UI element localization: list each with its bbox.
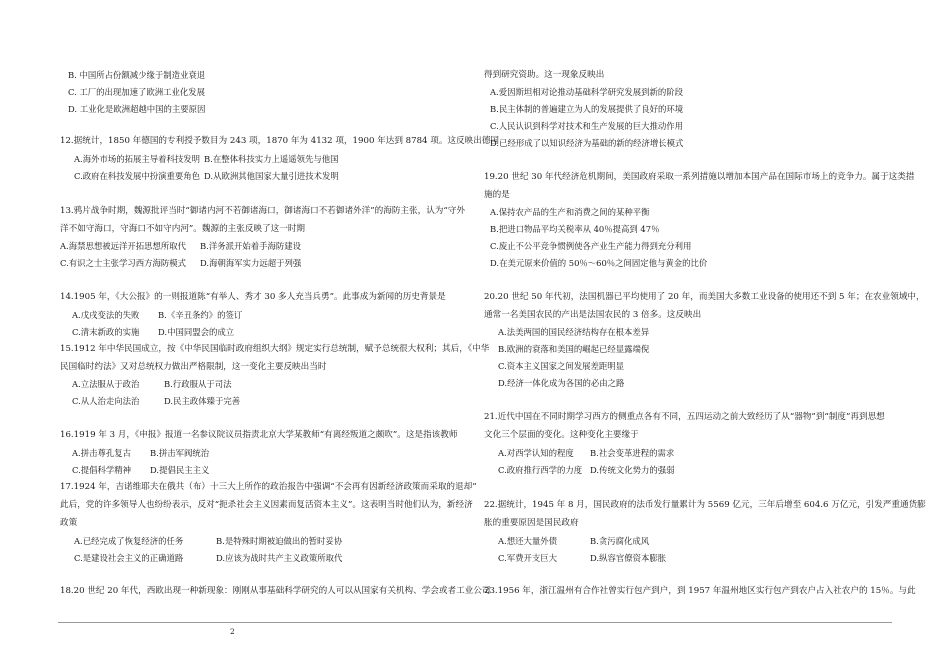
q16-option-d: D.提倡民主主义: [150, 465, 210, 475]
q20-option-a: A.法美两国的国民经济结构存在根本差异: [498, 327, 650, 337]
q16-option-b: B.拼击军阀统治: [150, 448, 210, 458]
q23-stem-line1: 23.1956 年，浙江温州有合作社曾实行包产到户，到 1957 年温州地区实行包产到农户占入社农户的 15％。与此: [484, 586, 916, 596]
q22-option-a: A.想还大量外债: [498, 536, 557, 546]
q22-option-c: C.军费开支巨大: [498, 553, 558, 563]
q20-option-c: C.资本主义国家之间发展差距明显: [498, 361, 625, 371]
q19-stem-line2: 施的是: [484, 190, 510, 200]
q17-option-b: B.是特殊时期被迫做出的暂时妥协: [216, 536, 343, 546]
q21-stem-line2: 文化三个层面的变化。这种变化主要缘于: [484, 430, 639, 440]
page-number: 2: [230, 627, 235, 636]
q15-option-a: A.立法服从于政治: [72, 379, 140, 389]
q12-option-b: B.在整体科技实力上遥遥领先与他国: [204, 154, 339, 164]
q21-stem-line1: 21.近代中国在不同时期学习西方的侧重点各有不同，五四运动之前大致经历了从“器物”到“制度”再到思想: [484, 412, 885, 422]
q12-option-a: A.海外市场的拓展主导着科技发明: [74, 154, 200, 164]
q18-option-a: A.爱因斯坦相对论推动基础科学研究发展到新的阶段: [490, 87, 683, 97]
q18-option-d: D.已经形成了以知识经济为基础的新的经济增长模式: [490, 138, 684, 148]
q22-option-d: D.纵容官僚资本膨胀: [590, 553, 667, 563]
q18-stem-line2: 得到研究资助。这一现象反映出: [484, 70, 605, 80]
q17-stem-line1: 17.1924 年，吉诺维耶夫在俄共（布）十三大上所作的政治报告中强调“不会再有因新经济政策而采取的退却”: [60, 482, 477, 492]
q17-stem-line2: 此后，党的许多领导人也纷纷表示，反对“扼杀社会主义因素而复活资本主义”。这表明当时他们认为，新经济: [60, 500, 473, 510]
q12-option-c: C.政府在科技发展中扮演重要角色: [74, 171, 201, 181]
q14-option-c: C.清末新政的实施: [72, 327, 140, 337]
q18-option-b: B.民主体制的普遍建立为人的发展提供了良好的环境: [490, 104, 684, 114]
q18-option-c: C.人民认识到科学对技术和生产发展的巨大推动作用: [490, 121, 684, 131]
q15-stem-line1: 15.1912 年中华民国成立，按《中华民国临时政府组织大纲》规定实行总统制，赋予总统很大权利；其后，《中华: [60, 344, 490, 354]
q16-stem: 16.1919 年 3 月，《申报》报道一名参议院议员指责北京大学某教师“有离经叛道之颇吹”。这是指该教师: [60, 430, 458, 440]
q22-option-b: B.贪污腐化成风: [590, 536, 650, 546]
q20-option-d: D.经济一体化成为各国的必由之路: [498, 378, 625, 388]
q20-option-b: B.欧洲的衰落和美国的崛起已经显露端倪: [498, 344, 650, 354]
q17-option-a: A.已经完成了恢复经济的任务: [74, 536, 184, 546]
q15-option-d: D.民主政体臻于完善: [164, 396, 241, 406]
q19-option-b: B.把进口物品平均关税率从 40％提高到 47％: [490, 224, 660, 234]
q15-stem-line2: 民国临时约法》又对总统权力做出严格限制，这一变化主要反映出当时: [60, 362, 327, 372]
q15-option-c: C.从人治走向法治: [72, 396, 140, 406]
q21-option-d: D.传统文化势力的强弱: [590, 465, 675, 475]
q14-option-a: A.戊戌变法的失败: [72, 310, 140, 320]
q19-option-c: C.废止不公平竞争惯例使各产业生产能力得到充分利用: [490, 241, 692, 251]
q15-option-b: B.行政服从于司法: [164, 379, 232, 389]
q18-stem-line1: 18.20 世纪 20 年代，西欧出现一种新现象：刚刚从事基础科学研究的人可以从国家有关机构、学会或者工业公司: [60, 586, 491, 596]
q14-stem: 14.1905 年，《大公报》的一则报道陈“有举人、秀才 30 多人充当兵勇”。此事成为新闻的历史背景是: [60, 292, 446, 302]
q19-option-a: A.保持农产品的生产和消费之间的某种平衡: [490, 207, 650, 217]
q13-option-d: D.海朝海军实力远超于列强: [200, 258, 302, 268]
q21-option-a: A.对西学认知的程度: [498, 448, 574, 458]
q13-option-a: A.海禁思想被远洋开拓思想所取代: [60, 241, 186, 251]
footer-divider: [58, 622, 892, 623]
q11-option-b: B. 中国所占份额减少缘于制造业衰退: [68, 70, 206, 80]
q11-option-d: D. 工业化是欧洲超越中国的主要原因: [68, 104, 206, 114]
q17-stem-line3: 政策: [60, 518, 78, 528]
q13-option-c: C.有识之士主张学习西方海防模式: [60, 258, 187, 268]
q19-option-d: D.在美元原来价值的 50％～60％之间固定他与黄金的比价: [490, 258, 708, 268]
q20-stem-line2: 通常一名美国农民的产出是法国农民的 3 倍多。这反映出: [484, 310, 702, 320]
q17-option-c: C.是建设社会主义的正确道路: [74, 553, 184, 563]
q21-option-b: B.社会变革进程的需求: [590, 448, 675, 458]
q13-stem-line2: 洋不如守海口，守海口不如守内河”。魏源的主张反映了这一时期: [60, 224, 306, 234]
q12-stem: 12.据统计，1850 年德国的专利授予数目为 243 项，1870 年为 4132 项，1900 年达到 8784 项。这反映出德国: [60, 136, 500, 146]
q11-option-c: C. 工厂的出现加速了欧洲工业化发展: [68, 87, 206, 97]
q22-stem-line1: 22.据统计，1945 年 8 月，国民政府的法币发行量累计为 5569 亿元，三年后增至 604.6 万亿元，引发严重通货膨: [484, 500, 926, 510]
q14-option-b: B.《辛丑条约》的签订: [158, 310, 243, 320]
q13-option-b: B.洋务派开始着手海防建设: [200, 241, 301, 251]
q13-stem-line1: 13.鸦片战争时期，魏源批评当时“御诸内河不若御诸海口，御诸海口不若御诸外洋”的海防主张，认为“守外: [60, 206, 465, 216]
q14-option-d: D.中国同盟会的成立: [158, 327, 235, 337]
q21-option-c: C.政府推行西学的力度: [498, 465, 583, 475]
q22-stem-line2: 胀的重要原因是国民政府: [484, 518, 579, 528]
q16-option-c: C.提倡科学精神: [72, 465, 132, 475]
q16-option-a: A.拼击尊孔复古: [72, 448, 131, 458]
q19-stem-line1: 19.20 世纪 30 年代经济危机期间，美国政府采取一系列措施以增加本国产品在国际市场上的竞争力。属于这类措: [484, 172, 915, 182]
q12-option-d: D.从欧洲其他国家大量引进技术发明: [204, 171, 339, 181]
q17-option-d: D.应该为战时共产主义政策所取代: [216, 553, 343, 563]
q20-stem-line1: 20.20 世纪 50 年代初，法国机器已平均使用了 20 年，而美国大多数工业设备的使用还不到 5 年；在农业领域中，: [484, 292, 925, 302]
